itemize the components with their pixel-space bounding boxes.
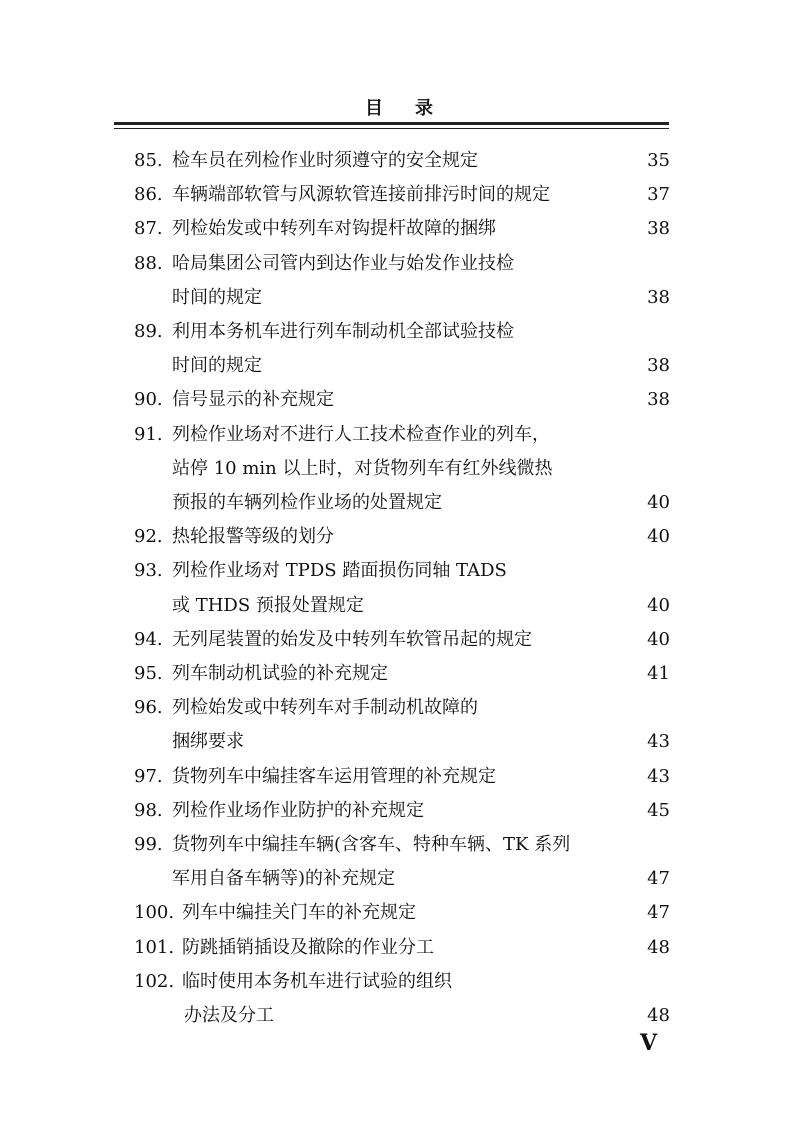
toc-entry-number: 89. — [134, 321, 163, 342]
toc-entry-page: 41 — [647, 663, 670, 684]
toc-entry-title: 哈局集团公司管内到达作业与始发作业技检 — [172, 252, 514, 274]
page-folio: V — [640, 1030, 658, 1056]
toc-entry-title: 防跳插销插设及撤除的作业分工 — [182, 936, 434, 958]
toc-entry-number: 92. — [134, 526, 163, 548]
toc-entry-title: 列检始发或中转列车对钩提杆故障的捆绑 — [172, 218, 496, 240]
toc-entry-page: 48 — [647, 1005, 670, 1026]
dot-leader — [405, 862, 638, 896]
toc-entry-continuation — [184, 999, 670, 1033]
dot-leader — [452, 486, 638, 520]
toc-entry — [134, 554, 507, 588]
dot-leader — [426, 896, 638, 930]
dot-leader — [272, 349, 638, 383]
toc-entry-title: 列检作业场作业防护的补充规定 — [172, 799, 424, 821]
toc-entry — [134, 520, 670, 554]
toc-entry-page: 40 — [647, 594, 670, 616]
toc-entry-page: 38 — [647, 218, 670, 240]
header-rule-thick — [114, 122, 669, 125]
toc-entry-title: 货物列车中编挂客车运用管理的补充规定 — [172, 765, 496, 787]
dot-leader — [560, 178, 638, 212]
toc-entry — [134, 657, 670, 691]
toc-entry — [134, 418, 550, 452]
toc-entry-number: 97. — [134, 765, 163, 787]
dot-leader — [398, 657, 638, 691]
toc-entry-number: 93. — [134, 560, 163, 582]
toc-entry-page: 37 — [647, 184, 670, 206]
toc-entry-title: 无列尾装置的始发及中转列车软管吊起的规定 — [172, 628, 532, 650]
toc-entry-title: 时间的规定 — [172, 355, 262, 377]
toc-entry-number: 100. — [134, 902, 175, 924]
dot-leader — [444, 931, 638, 965]
toc-entry-page: 45 — [647, 799, 670, 821]
toc-entry — [134, 931, 670, 965]
toc-entry-title: 检车员在列检作业时须遵守的安全规定 — [172, 150, 478, 171]
toc-entry-title: 货物列车中编挂车辆(含客车、特种车辆、TK 系列 — [172, 834, 571, 855]
toc-entry-title: 时间的规定 — [172, 286, 262, 308]
toc-entry-title: 列车制动机试验的补充规定 — [172, 663, 388, 684]
toc-entry — [134, 691, 478, 725]
toc-entry-page: 38 — [647, 355, 670, 377]
dot-leader — [488, 144, 638, 178]
toc-entry — [134, 760, 670, 794]
toc-entry — [134, 828, 570, 862]
dot-leader — [506, 760, 638, 794]
dot-leader — [284, 999, 638, 1033]
toc-entry-title: 列检作业场对不进行人工技术检查作业的列车， — [172, 423, 550, 445]
toc-entry-number: 99. — [134, 834, 163, 855]
toc-entry-continuation — [172, 452, 553, 486]
toc-entry-number: 87. — [134, 218, 163, 240]
toc-entry-continuation — [172, 486, 670, 520]
toc-entry — [134, 383, 670, 417]
header-rule-thin — [114, 128, 669, 129]
toc-entry-page: 40 — [647, 526, 670, 548]
toc-entry-number: 90. — [134, 389, 163, 411]
toc-entry-page: 38 — [647, 286, 670, 308]
toc-entry-number: 85. — [134, 150, 163, 171]
dot-leader — [272, 281, 638, 315]
dot-leader — [506, 212, 638, 246]
toc-entry-continuation — [172, 349, 670, 383]
toc-entry-title: 捆绑要求 — [172, 731, 244, 753]
toc-entry-title: 站停 10 min 以上时，对货物列车有红外线微热 — [172, 457, 553, 479]
toc-entry-title: 热轮报警等级的划分 — [172, 526, 334, 548]
toc-entry-continuation — [172, 281, 670, 315]
title-char-left: 目 — [365, 98, 385, 119]
toc-entry-title: 利用本务机车进行列车制动机全部试验技检 — [172, 321, 514, 342]
toc-entry-page: 40 — [647, 492, 670, 513]
toc-entry-title: 列检作业场对 TPDS 踏面损伤同轴 TADS — [172, 560, 507, 582]
toc-entry-page: 38 — [647, 389, 670, 411]
toc-entry-page: 47 — [647, 868, 670, 890]
title-char-right: 录 — [415, 98, 435, 119]
toc-entry — [134, 144, 670, 178]
toc-entry — [134, 315, 514, 349]
toc-entry-page: 43 — [647, 765, 670, 787]
toc-entry — [134, 965, 452, 999]
toc-entry — [134, 212, 670, 246]
toc-entry-title: 军用自备车辆等)的补充规定 — [172, 868, 396, 890]
dot-leader — [542, 623, 638, 657]
toc-entry-number: 96. — [134, 697, 163, 719]
toc-entry-page: 48 — [647, 936, 670, 958]
toc-entry-page: 47 — [647, 902, 670, 924]
toc-entry-continuation — [172, 862, 670, 896]
toc-entry-number: 86. — [134, 184, 163, 206]
toc-entry-page: 43 — [647, 731, 670, 753]
toc-entry — [134, 178, 670, 212]
toc-entry-title: 预报的车辆列检作业场的处置规定 — [172, 492, 442, 513]
toc-entry-title: 或 THDS 预报处置规定 — [172, 594, 364, 616]
toc-entry-number: 101. — [134, 936, 175, 958]
toc-entry-continuation — [172, 725, 670, 759]
dot-leader — [344, 383, 638, 417]
toc-entry-number: 102. — [134, 970, 175, 992]
toc-entry-page: 35 — [647, 150, 670, 171]
toc-entry-number: 91. — [134, 423, 163, 445]
page-title — [0, 94, 800, 120]
toc-entry-number: 88. — [134, 252, 163, 274]
toc-entry-number: 98. — [134, 799, 163, 821]
toc-entry-page: 40 — [647, 628, 670, 650]
toc-entry-title: 列检始发或中转列车对手制动机故障的 — [172, 697, 478, 719]
toc-entry-title: 车辆端部软管与风源软管连接前排污时间的规定 — [172, 184, 550, 206]
dot-leader — [374, 589, 638, 623]
dot-leader — [254, 725, 638, 759]
toc-entry-number: 94. — [134, 628, 163, 650]
toc-entry-title: 办法及分工 — [184, 1005, 274, 1026]
toc-entry — [134, 794, 670, 828]
dot-leader — [434, 794, 638, 828]
toc-entry-title: 信号显示的补充规定 — [172, 389, 334, 411]
toc-entry — [134, 247, 514, 281]
toc-entry-continuation — [172, 589, 670, 623]
toc-entry — [134, 896, 670, 930]
toc-entry — [134, 623, 670, 657]
toc-entry-title: 列车中编挂关门车的补充规定 — [182, 902, 416, 924]
dot-leader — [344, 520, 638, 554]
toc-entry-number: 95. — [134, 663, 163, 684]
toc-entry-title: 临时使用本务机车进行试验的组织 — [182, 970, 452, 992]
